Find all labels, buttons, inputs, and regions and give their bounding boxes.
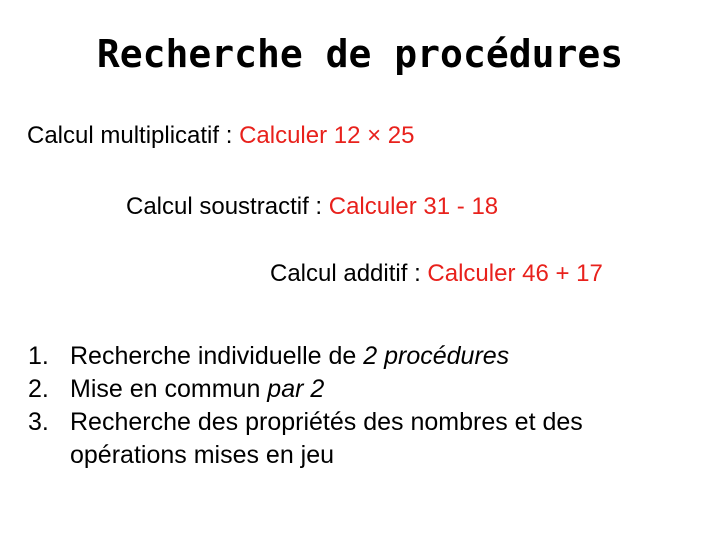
calc-task: Calculer 12 × 25 [239,122,415,149]
calc-label: Calcul multiplicatif : [27,122,240,149]
step-text [70,340,698,373]
step-number: 1. [28,342,49,370]
calc-label: Calcul soustractif : [126,193,329,220]
list-item [28,340,698,373]
calc-label: Calcul additif : [270,260,428,287]
step-text-italic: 2 procédures [363,342,510,370]
step-text-plain: Mise en commun [70,375,268,403]
step-text-italic: par 2 [267,375,325,403]
list-item [28,406,698,472]
step-text [70,406,698,472]
calc-multiplicatif [27,122,415,150]
steps-list [28,340,698,472]
list-item [28,373,698,406]
step-text-plain: Recherche individuelle de [70,342,364,370]
calc-additif [270,260,603,288]
step-text [70,373,698,406]
slide-title: Recherche de procédures [96,32,624,76]
step-number: 3. [28,408,49,436]
step-number: 2. [28,375,49,403]
calc-task: Calculer 46 + 17 [427,260,603,287]
calc-soustractif [126,193,498,221]
calc-task: Calculer 31 - 18 [328,193,499,220]
step-text-plain: Recherche des propriétés des nombres et des opérations mises en jeu [70,408,583,469]
